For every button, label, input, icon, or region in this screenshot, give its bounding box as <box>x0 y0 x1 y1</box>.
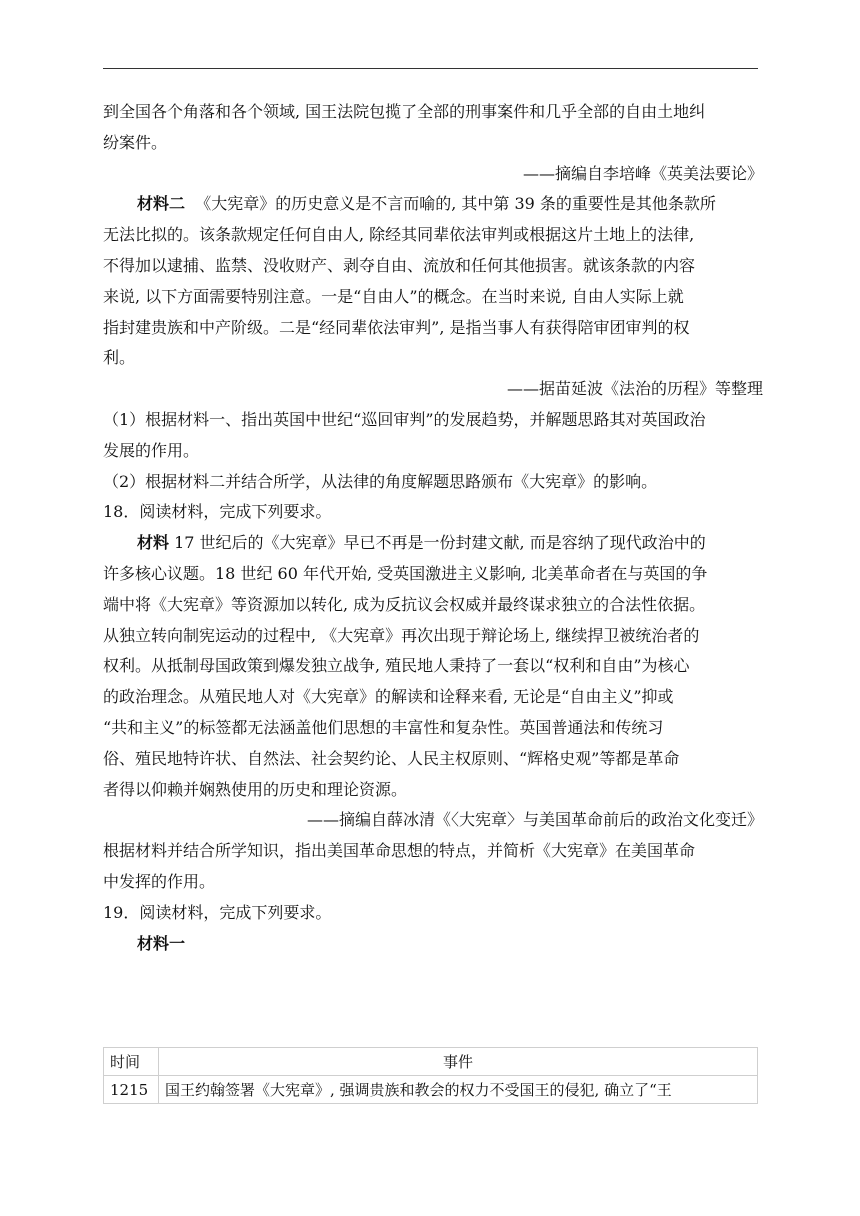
text-line: 从独立转向制宪运动的过程中, 《大宪章》再次出现于辩论场上, 继续捍卫被统治者的 <box>103 625 700 645</box>
text-line: 端中将《大宪章》等资源加以转化, 成为反抗议会权威并最终谋求独立的合法性依据。 <box>103 594 706 614</box>
source-citation: ——摘编自薛冰清《〈大宪章〉与美国革命前后的政治文化变迁》 <box>306 810 763 830</box>
text-line: 许多核心议题。18 世纪 60 年代开始, 受英国激进主义影响, 北美革命者在与英国的争 <box>103 563 708 583</box>
table-cell-time: 1215 <box>104 1076 159 1104</box>
material-paragraph <box>103 189 763 220</box>
table-row <box>104 1076 758 1104</box>
text-line: 到全国各个角落和各个领域, 国王法院包揽了全部的刑事案件和几乎全部的自由土地纠 <box>103 102 706 121</box>
text-line: 17 世纪后的《大宪章》早已不再是一份封建文献, 而是容纳了现代政治中的 <box>174 533 706 553</box>
question-line: 发展的作用。 <box>103 440 200 460</box>
source-citation: ——摘编自李培峰《英美法要论》 <box>522 163 763 183</box>
table-cell-event: 国王约翰签署《大宪章》, 强调贵族和教会的权力不受国王的侵犯, 确立了“王 <box>159 1076 758 1104</box>
question-title: 19．阅读材料，完成下列要求。 <box>103 902 332 922</box>
source-citation: ——据苗延波《法治的历程》等整理 <box>506 379 763 399</box>
document-body <box>103 97 763 959</box>
text-line: 《大宪章》的历史意义是不言而喻的, 其中第 39 条的重要性是其他条款所 <box>195 194 716 214</box>
text-line: 指封建贵族和中产阶级。二是“经同辈依法审判”, 是指当事人有获得陪审团审判的权 <box>103 317 690 337</box>
question-title: 18．阅读材料，完成下列要求。 <box>103 502 332 522</box>
question-line: （1）根据材料一、指出英国中世纪“巡回审判”的发展趋势，并解题思路其对英国政治 <box>103 409 706 429</box>
text-line: 来说, 以下方面需要特别注意。一是“自由人”的概念。在当时来说, 自由人实际上就 <box>103 286 684 306</box>
text-line: 者得以仰赖并娴熟使用的历史和理论资源。 <box>103 779 408 799</box>
header-rule <box>103 68 758 69</box>
question-line: 中发挥的作用。 <box>103 871 216 891</box>
events-table <box>103 1047 758 1104</box>
table-header-time: 时间 <box>104 1048 159 1076</box>
text-line: “共和主义”的标签都无法涵盖他们思想的丰富性和复杂性。英国普通法和传统习 <box>103 717 664 737</box>
text-line: 无法比拟的。该条款规定任何自由人, 除经其同辈依法审判或根据这片土地上的法律, <box>103 225 695 245</box>
text-line: 权利。从抵制母国政策到爆发独立战争, 殖民地人秉持了一套以“权利和自由”为核心 <box>103 656 690 676</box>
material-paragraph <box>103 528 763 559</box>
text-line: 的政治理念。从殖民地人对《大宪章》的解读和诠释来看, 无论是“自由主义”抑或 <box>103 687 674 707</box>
question-line: （2）根据材料二并结合所学，从法律的角度解题思路颁布《大宪章》的影响。 <box>103 471 658 491</box>
text-line: 不得加以逮捕、监禁、没收财产、剥夺自由、流放和任何其他损害。就该条款的内容 <box>103 255 696 275</box>
table-header-event: 事件 <box>159 1048 758 1076</box>
material-label: 材料一 <box>137 933 186 953</box>
question-line: 根据材料并结合所学知识，指出美国革命思想的特点，并简析《大宪章》在美国革命 <box>103 841 696 861</box>
text-line: 纷案件。 <box>103 132 168 152</box>
material-label: 材料二 <box>137 194 186 214</box>
material-label: 材料 <box>137 533 170 553</box>
text-line: 利。 <box>103 348 136 368</box>
text-line: 俗、殖民地特许状、自然法、社会契约论、人民主权原则、“辉格史观”等都是革命 <box>103 748 680 768</box>
table-header-row <box>104 1048 758 1076</box>
